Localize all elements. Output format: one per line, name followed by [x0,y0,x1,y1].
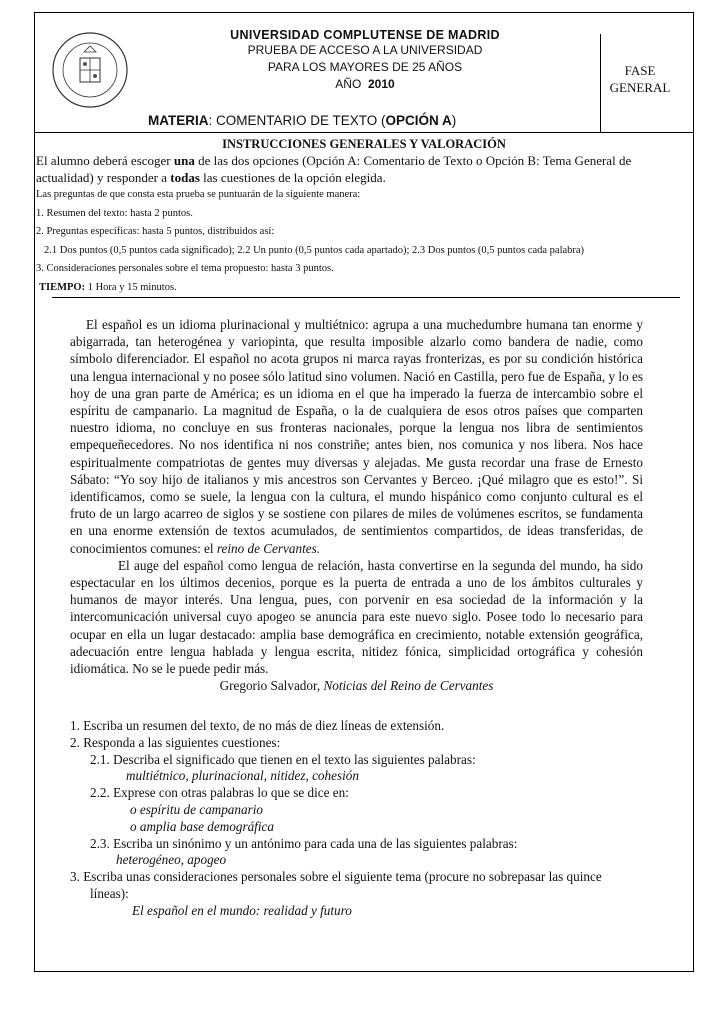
text-author: Gregorio Salvador, Noticias del Reino de Cervantes [219,678,494,694]
reading-text [70,316,643,694]
exam-header [130,18,600,93]
question-2-1: 2.1. Describa el significado que tienen en el texto las siguientes palabras: [90,751,476,767]
scoring-item-2: 2. Preguntas específicas: hasta 5 puntos, distribuidos así: [36,226,275,237]
question-2-1-words: multiétnico, plurinacional, nitidez, cohesión [126,768,359,784]
text-paragraph-2: El auge del español como lengua de relación, hasta convertirse en la segunda del mundo, ha sido espectacular en los últimos decenios, porque es la puerta de entrada a uno de los ámbitos culturales y humanos de mayor interés. Una lengua, pues, con porvenir en esa sociedad de la información y la intercomunicación universal cuyo apogeo se anuncia para este nuevo siglo. Posee todo lo necesario para ocupar en ella un lugar destacado: amplia base demográfica en crecimiento, notable extensión geográfica, adecuación entre lengua hablada y lengua escrita, nitidez fónica, simplicidad ortográfica y cohesión idiomática. No se le puede pedir más. [70,557,643,677]
question-3: 3. Escriba unas consideraciones personales sobre el siguiente tema (procure no sobrepasar las quince líneas): [70,869,602,901]
header-line-1: PRUEBA DE ACCESO A LA UNIVERSIDAD [247,43,483,57]
question-3-topic: El español en el mundo: realidad y futuro [132,902,352,918]
scoring-item-2-detail: 2.1 Dos puntos (0,5 puntos cada significado); 2.2 Un punto (0,5 puntos cada apartado); 2.3 Dos puntos (0,5 puntos cada palabra) [44,244,585,256]
text-paragraph-1: El español es un idioma plurinacional y multiétnico: agrupa a una muchedumbre humana tan enorme y abigarrada, tan heterogénea y variopinta, que resulta imposible alzarlo como bandera de nadie, como símbolo diferenciador. El español no acota grupos ni marca rayas fronterizas, es por su condición histórica una lengua internacional y no posee sólo latitud sino volumen. Nació en Castilla, pero fue de España, y lo es hoy de una gran parte de América; es un idioma en el que ha imperado la fuerza de intercambio sobre el espíritu de campanario. La magnitud de España, o la de cualquiera de esos otros países que comparten nuestro idioma, no concluye en sus fronteras nacionales, porque la lengua nos libra de sentimientos empequeñecedores. No nos identifica ni nos constriñe; antes bien, nos comunica y nos libera. Nos hace espiritualmente compatriotas de gentes muy diversas y alejadas. Me gusta recordar una frase de Ernesto Sábato: “Yo soy hijo de italianos y mis ancestros son Cervantes y Berceo. ¡Qué milagro que es esto!”. Si identificamos, como se suele, la lengua con la cultura, el mundo hispánico como conjunto cultural es el fruto de un largo acarreo de siglos y se sostiene con pilares de miles de volúmenes escritos, se fundamenta en una enorme extensión de textos acumulados, de sentimientos compartidos, de ideas transferidas, de conocimientos comunes: el reino de Cervantes. [70,317,643,556]
question-2-2: 2.2. Exprese con otras palabras lo que se dice en: [90,785,349,801]
header-rule [34,132,694,133]
instructions-title: INSTRUCCIONES GENERALES Y VALORACIÓN [222,137,506,151]
header-year: AÑO 2010 [335,77,395,91]
section-rule [52,297,680,298]
scoring-intro: Las preguntas de que consta esta prueba se puntuarán de la siguiente manera: [36,189,361,200]
question-2-2-item-b: o amplia base demográfica [130,818,274,834]
scoring-item-1: 1. Resumen del texto: hasta 2 puntos. [36,207,193,219]
university-seal-icon [50,30,130,110]
header-line-2: PARA LOS MAYORES DE 25 AÑOS [267,60,463,74]
question-1: 1. Escriba un resumen del texto, de no más de diez líneas de extensión. [70,718,445,733]
university-name: UNIVERSIDAD COMPLUTENSE DE MADRID [230,28,500,42]
materia-line: MATERIA: COMENTARIO DE TEXTO (OPCIÓN A) [148,113,457,128]
fase-label: FASE GENERAL [609,63,671,95]
question-2-2-item-a: o espíritu de campanario [130,801,263,817]
scoring-item-3: 3. Consideraciones personales sobre el tema propuesto: hasta 3 puntos. [36,263,334,274]
questions-block [70,718,643,920]
question-2-3: 2.3. Escriba un sinónimo y un antónimo para cada una de las siguientes palabras: [90,835,518,851]
instructions-block [36,152,688,297]
time-line: TIEMPO: 1 Hora y 15 minutos. [39,281,177,293]
question-2-3-words: heterogéneo, apogeo [116,852,227,868]
question-2: 2. Responda a las siguientes cuestiones: [70,734,281,750]
instructions-paragraph: El alumno deberá escoger una de las dos opciones (Opción A: Comentario de Texto o Opción B: Tema General de actualidad) y responder a todas las cuestiones de la opción elegida. [36,153,632,185]
